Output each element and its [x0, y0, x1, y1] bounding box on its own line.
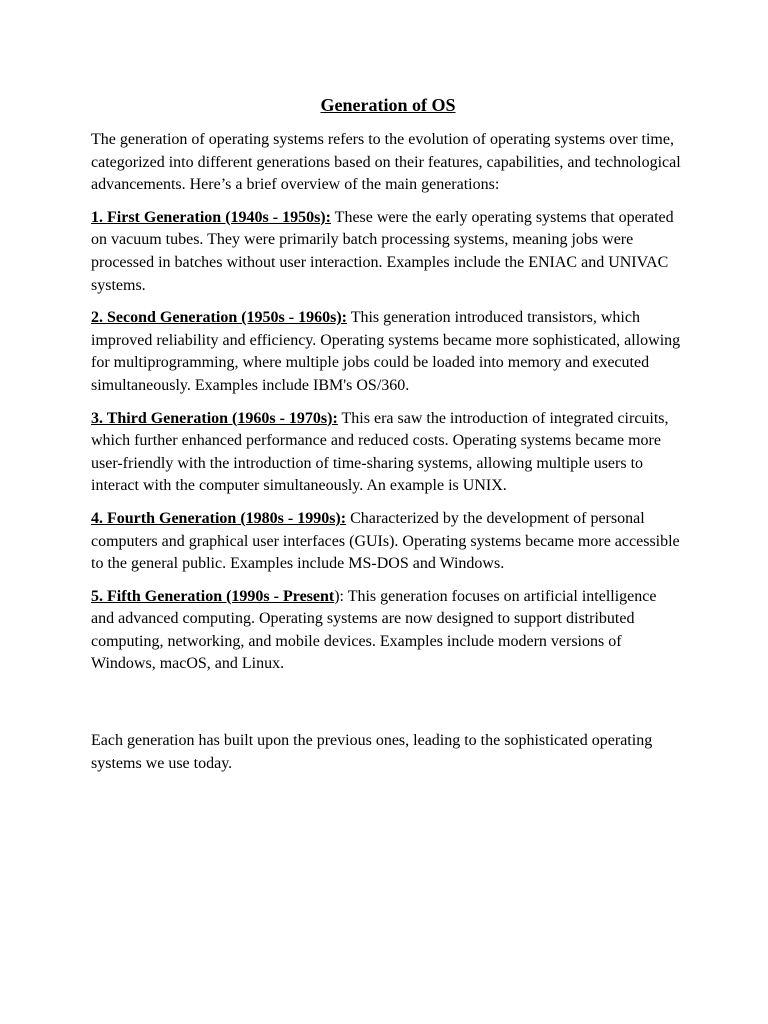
generation-heading-4: 4. Fourth Generation (1980s - 1990s): — [91, 509, 347, 527]
generation-heading-5: 5. Fifth Generation (1990s - Present — [91, 587, 335, 605]
generation-paragraph-1 — [91, 207, 683, 297]
conclusion-paragraph: Each generation has built upon the previous ones, leading to the sophisticated operating systems we use today. — [91, 732, 653, 772]
paragraph-spacer — [91, 686, 683, 730]
generation-paragraph-2 — [91, 307, 683, 397]
generation-text-1: These were the early operating systems that operated on vacuum tubes. They were primarily batch processing systems, meaning jobs were processed in batches without user interaction. Examples include the ENIAC and UNIVAC systems. — [91, 208, 674, 294]
generation-paragraph-3 — [91, 408, 683, 498]
generation-heading-2: 2. Second Generation (1950s - 1960s): — [91, 309, 347, 327]
generation-text-4: Characterized by the development of personal computers and graphical user interfaces (GUIs). Operating systems became more accessible to the general public. Examples include MS-DOS and Windows. — [91, 509, 680, 573]
document-title: Generation of OS — [320, 95, 456, 115]
generation-paragraph-4 — [91, 508, 683, 576]
generation-heading-1: 1. First Generation (1940s - 1950s): — [91, 208, 331, 226]
generation-text-5: : This generation focuses on artificial intelligence and advanced computing. Operating systems are now designed to support distributed computing, networking, and mobile devices. Examples include modern versions of Windows, macOS, and Linux. — [91, 587, 657, 673]
generation-text-3: This era saw the introduction of integrated circuits, which further enhanced performance and reduced costs. Operating systems became more user-friendly with the introduction of time-sharing systems, allowing multiple users to interact with the computer simultaneously. An example is UNIX. — [91, 409, 669, 495]
generation-paragraph-5 — [91, 586, 683, 676]
generation-text-2: This generation introduced transistors, which improved reliability and efficiency. Operating systems became more sophisticated, allowing for multiprogramming, where multiple jobs could be loaded into memory and executed simultaneously. Examples include IBM's OS/360. — [91, 309, 681, 394]
document-body — [91, 92, 683, 785]
intro-paragraph: The generation of operating systems refers to the evolution of operating systems over time, categorized into different generations based on their features, capabilities, and technological advancements. Here’s a brief overview of the main generations: — [91, 131, 681, 194]
generation-heading-5-paren: ) — [334, 587, 340, 605]
generation-heading-3: 3. Third Generation (1960s - 1970s): — [91, 409, 338, 427]
